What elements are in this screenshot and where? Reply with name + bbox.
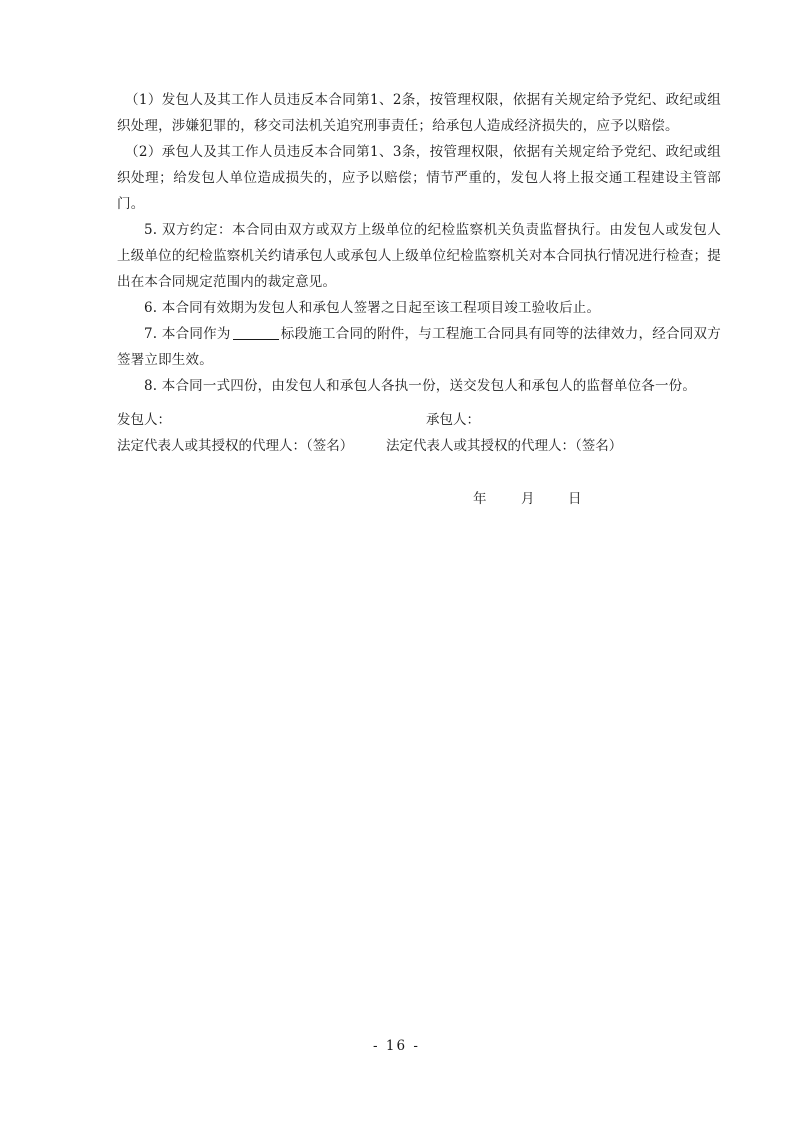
representative-row [117,433,677,459]
clause-6-paragraph: 6. 本合同有效期为发包人和承包人签署之日起至该工程项目竣工验收后止。 [144,300,601,316]
signature-block [117,407,677,459]
clause-5-paragraph: 5. 双方约定：本合同由双方或双方上级单位的纪检监察机关负责监督执行。由发包人或发包人上级单位的纪检监察机关约请承包人或承包人上级单位纪检监察机关对本合同执行情况进行检查；提出在本合同规定范围内的裁定意见。 [117,222,721,290]
clause-2-paragraph: （2）承包人及其工作人员违反本合同第1、3条，按管理权限，依据有关规定给予党纪、政纪或组织处理；给发包人单位造成损失的，应予以赔偿；情节严重的，发包人将上报交通工程建设主管部门。 [117,144,721,212]
clause-1-paragraph: （1）发包人及其工作人员违反本合同第1、2条，按管理权限，依据有关规定给予党纪、政纪或组织处理，涉嫌犯罪的，移交司法机关追究刑事责任；给承包人造成经济损失的，应予以赔偿。 [117,92,721,134]
date-year: 年 [473,491,487,507]
contract-body [117,87,721,399]
clause-7-text-before: 7. 本合同作为 [144,326,231,342]
party-labels-row [117,407,677,433]
clause-7-paragraph [117,321,721,373]
contractor-label: 承包人： [426,412,480,428]
employer-representative: 法定代表人或其授权的代理人：（签名） [117,438,354,454]
employer-label: 发包人： [117,412,171,428]
date-day: 日 [568,491,582,507]
clause-8-paragraph: 8. 本合同一式四份，由发包人和承包人各执一份，送交发包人和承包人的监督单位各一份。 [144,378,697,394]
page-number: - 16 - [373,1038,420,1054]
clause-7-text-after: 标段施工合同的附件，与工程施工合同具有同等的法律效力，经合同双方签署立即生效。 [117,326,721,368]
date-month: 月 [521,491,535,507]
contractor-representative: 法定代表人或其授权的代理人：（签名） [386,438,623,454]
section-blank-line[interactable] [233,325,279,340]
